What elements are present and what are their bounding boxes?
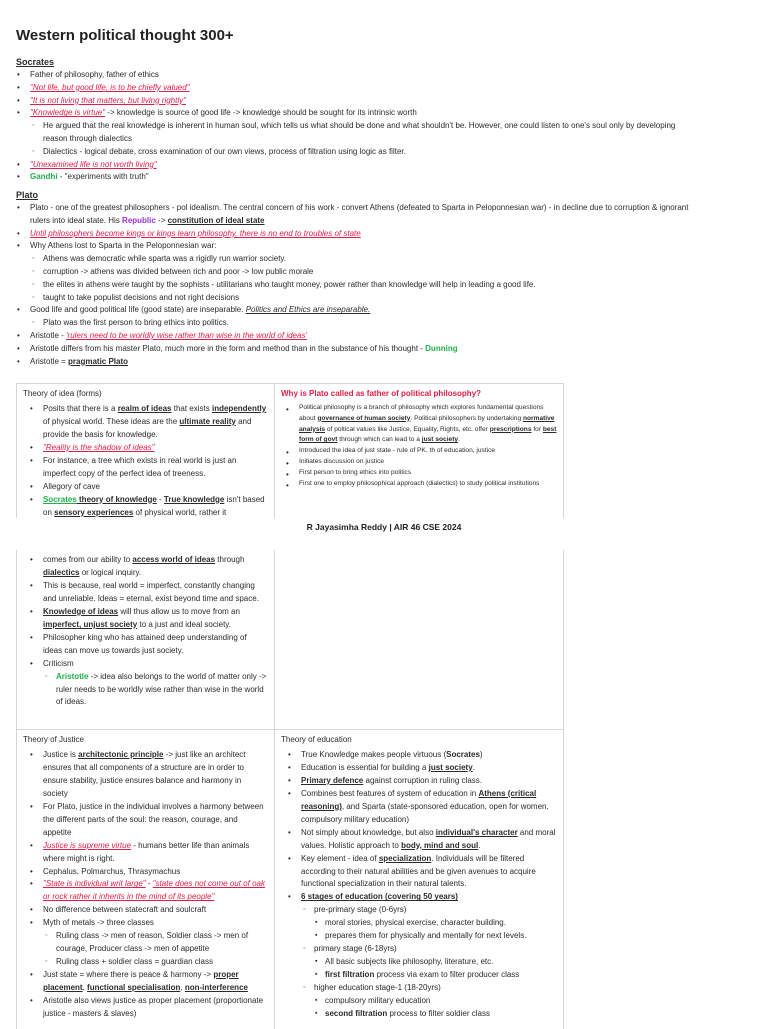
list-item: • Myth of metals -> three classes ◦ Ruling class -> men of reason, Soldier class -> men of courage, Producer class -> men of appetite ◦ Ruling class + soldier class = guardian class bbox=[43, 917, 268, 969]
list-item: • No difference between statecraft and soulcraft bbox=[43, 904, 268, 917]
cell-heading: Theory of idea (forms) bbox=[23, 389, 102, 398]
list-item: ◦ Ruling class -> men of reason, Soldier class -> men of courage, Producer class -> men of appetite bbox=[56, 930, 268, 956]
cell-heading: Theory of Justice bbox=[23, 735, 84, 744]
list-item: • comes from our ability to access world of ideas through dialectics or logical inquiry. bbox=[43, 554, 268, 580]
list-item: • Criticism ◦ Aristotle -> idea also belongs to the world of matter only -> ruler needs to be worldly wise rather than wise in the world of ideas. bbox=[43, 658, 268, 710]
list-item: • "Not life, but good life, is to be chiefly valued" bbox=[30, 82, 696, 95]
list-item: • "State is individual writ large" - "state does not come out of oak or rock rather it inherits in the mind of its people" bbox=[43, 878, 268, 904]
list-item: • Key element - idea of specialization. Individuals will be filtered according to their natural abilities and be given avenues to acquire functional specialization in their natural talents. bbox=[301, 853, 557, 892]
socrates-heading: Socrates bbox=[16, 57, 55, 67]
list-item: ◦ pre-primary stage (0-6yrs) ▪ moral stories, physical exercise, character building. ▪ prepares them for physically and mentally for next levels. bbox=[314, 904, 557, 943]
list-item: • Plato - one of the greatest philosophers - pol idealism. The central concern of his work - convert Athens (defeated to Sparta in Peloponnesian war) - in decline due to corruption & ignorant rulers into ideal state. His Republic -> constitution of ideal state bbox=[30, 202, 696, 228]
list-item: • Not simply about knowledge, but also individual's character and moral values. Holistic approach to body, mind and soul. bbox=[301, 827, 557, 853]
list-item: • True Knowledge makes people virtuous (Socrates) bbox=[301, 749, 557, 762]
list-item: • "Knowledge is virtue" -> knowledge is source of good life -> knowledge should be sought for its intrinsic worth ◦ He argued that the real knowledge is inherent in human soul, which tells us what should be done and what shouldn't be. However, one could listen to one's soul only by developing reason through dialectics ◦ Dialectics - logical debate, cross examination of our own views, process of filtration using logic as filter. bbox=[30, 107, 696, 158]
list-item: ◦ Plato was the first person to bring ethics into politics. bbox=[43, 317, 696, 330]
theory-of-ideas-cell-continued bbox=[16, 550, 275, 730]
list-item: • Initiates discussion on justice bbox=[299, 457, 557, 468]
list-item: ◦ corruption -> athens was divided between rich and poor -> low public morale bbox=[43, 266, 696, 279]
list-item: • For instance, a tree which exists in real world is just an imperfect copy of the perfect idea of treeness. bbox=[43, 455, 268, 481]
list-item: • Philosopher king who has attained deep understanding of ideas can move us towards just society. bbox=[43, 632, 268, 658]
list-item: • 6 stages of education (covering 50 years) ◦ pre-primary stage (0-6yrs) ▪ moral stories, physical exercise, character building. ▪ prepares them for physically and mentally for next levels. ◦ primary stage (6-18yrs) ▪ All basic subjects like philosophy, literature, etc. ▪ first filtration process via exam to filter producer class ◦ higher education stage-1 (18-20yrs) ▪ compulsory military education ▪ second filtration process to filter soldier class bbox=[301, 891, 557, 1021]
list-item: • Introduced the idea of just state - rule of PK, th of education, justice bbox=[299, 446, 557, 457]
list-item: • "It is not living that matters, but living rightly" bbox=[30, 95, 696, 108]
list-item: • Aristotle differs from his master Plato, much more in the form and method than in the substance of his thought - Dunning bbox=[30, 343, 696, 356]
why-plato-cell bbox=[274, 383, 564, 518]
list-item: ◦ Ruling class + soldier class = guardian class bbox=[56, 956, 268, 969]
empty-cell bbox=[274, 550, 564, 730]
list-item: • Knowledge of ideas will thus allow us to move from an imperfect, unjust society to a just and ideal society. bbox=[43, 606, 268, 632]
list-item: • "Unexamined life is not worth living" bbox=[30, 159, 696, 172]
list-item: • Cephalus, Polmarchus, Thrasymachus bbox=[43, 866, 268, 879]
page-title: Western political thought 300+ bbox=[16, 27, 234, 44]
list-item: • Just state = where there is peace & harmony -> proper placement, functional specialisation, non-interference bbox=[43, 969, 268, 995]
list-item: • Primary defence against corruption in ruling class. bbox=[301, 775, 557, 788]
list-item: • "Reality is the shadow of ideas" bbox=[43, 442, 268, 455]
list-item: • Combines best features of system of education in Athens (critical reasoning), and Sparta (state-sponsored education, open for women, compulsory military education) bbox=[301, 788, 557, 827]
list-item: • Socrates theory of knowledge - True knowledge isn't based on sensory experiences of physical world, rather it bbox=[43, 494, 268, 518]
list-item: • First person to bring ethics into politics bbox=[299, 468, 557, 479]
list-item: • Justice is supreme virtue - humans better life than animals where might is right. bbox=[43, 840, 268, 866]
list-item: ◦ Athens was democratic while sparta was a rigidly run warrior society. bbox=[43, 253, 696, 266]
list-item: ◦ the elites in athens were taught by the sophists - utilitarians who taught money, power rather than knowledge will help in leading a good life. bbox=[43, 279, 696, 292]
theory-of-ideas-cell bbox=[16, 383, 275, 518]
list-item: • Why Athens lost to Sparta in the Peloponnesian war: ◦ Athens was democratic while sparta was a rigidly run warrior society. ◦ corruption -> athens was divided between rich and poor -> low public morale ◦ the elites in athens were taught by the sophists - utilitarians who taught money, power rather than knowledge will help in leading a good life. ◦ taught to take populist decisions and not right decisions bbox=[30, 240, 696, 304]
list-item: ▪ prepares them for physically and mentally for next levels. bbox=[325, 930, 557, 943]
list-item: ▪ first filtration process via exam to filter producer class bbox=[325, 969, 557, 982]
list-item: • For Plato, justice in the individual involves a harmony between the different parts of the soul: the reason, courage, and appetite bbox=[43, 801, 268, 840]
theory-of-justice-cell bbox=[16, 729, 275, 1029]
list-item: • Good life and good political life (good state) are inseparable. Politics and Ethics are inseparable. ◦ Plato was the first person to bring ethics into politics. bbox=[30, 304, 696, 330]
cell-heading: Why is Plato called as father of political philosophy? bbox=[281, 389, 482, 398]
list-item: ▪ compulsory military education bbox=[325, 995, 557, 1008]
theory-of-education-cell bbox=[274, 729, 564, 1029]
list-item: ▪ All basic subjects like philosophy, literature, etc. bbox=[325, 956, 557, 969]
list-item: • First one to employ philosophical approach (dialectics) to study political institutions bbox=[299, 479, 557, 490]
list-item: ◦ primary stage (6-18yrs) ▪ All basic subjects like philosophy, literature, etc. ▪ first filtration process via exam to filter producer class bbox=[314, 943, 557, 982]
list-item: ◦ He argued that the real knowledge is inherent in human soul, which tells us what should be done and what shouldn't be. However, one could listen to one's soul only by developing reason through dialectics bbox=[43, 120, 696, 146]
list-item: ▪ second filtration process to filter soldier class bbox=[325, 1008, 557, 1021]
list-item: • Father of philosophy, father of ethics bbox=[30, 69, 696, 82]
list-item: ▪ moral stories, physical exercise, character building. bbox=[325, 917, 557, 930]
list-item: ◦ higher education stage-1 (18-20yrs) ▪ compulsory military education ▪ second filtration process to filter soldier class bbox=[314, 982, 557, 1021]
list-item: • Allegory of cave bbox=[43, 481, 268, 494]
list-item: • Justice is architectonic principle -> just like an architect ensures that all components of a structure are in order to ensure stability, justice ensures balance and harmony in society bbox=[43, 749, 268, 801]
list-item: • Political philosophy is a branch of philosophy which explores fundamental questions about governance of human society. Political philosophers by undertaking normative analysis of poltical values like Justice, Equality, Rights, etc. offer prescriptions for best form of govt through which can lead to a just society. bbox=[299, 403, 557, 447]
socrates-section bbox=[16, 69, 696, 184]
list-item: • Gandhi - "experiments with truth" bbox=[30, 171, 696, 184]
page-footer: R Jayasimha Reddy | AIR 46 CSE 2024 bbox=[306, 522, 462, 532]
list-item: ◦ taught to take populist decisions and not right decisions bbox=[43, 292, 696, 305]
cell-heading: Theory of education bbox=[281, 735, 352, 744]
list-item: • Aristotle = pragmatic Plato bbox=[30, 356, 696, 369]
list-item: • Posits that there is a realm of ideas that exists independently of physical world. These ideas are the ultimate reality and provide the basis for knowledge. bbox=[43, 403, 268, 442]
list-item: • Aristotle - 'rulers need to be worldly wise rather than wise in the world of ideas' bbox=[30, 330, 696, 343]
list-item: • This is because, real world = imperfect, constantly changing and unreliable. Ideas = eternal, exist beyond time and space. bbox=[43, 580, 268, 606]
list-item: ◦ Aristotle -> idea also belongs to the world of matter only -> ruler needs to be worldly wise rather than wise in the world of ideas. bbox=[56, 671, 268, 710]
list-item: • Aristotle also views justice as proper placement (proportionate justice - masters & slaves) bbox=[43, 995, 268, 1021]
list-item: • Education is essential for building a just society. bbox=[301, 762, 557, 775]
plato-heading: Plato bbox=[16, 190, 39, 200]
plato-section bbox=[16, 202, 696, 368]
list-item: • Until philosophers become kings or kings learn philosophy, there is no end to troubles of state bbox=[30, 228, 696, 241]
list-item: ◦ Dialectics - logical debate, cross examination of our own views, process of filtration using logic as filter. bbox=[43, 146, 696, 159]
